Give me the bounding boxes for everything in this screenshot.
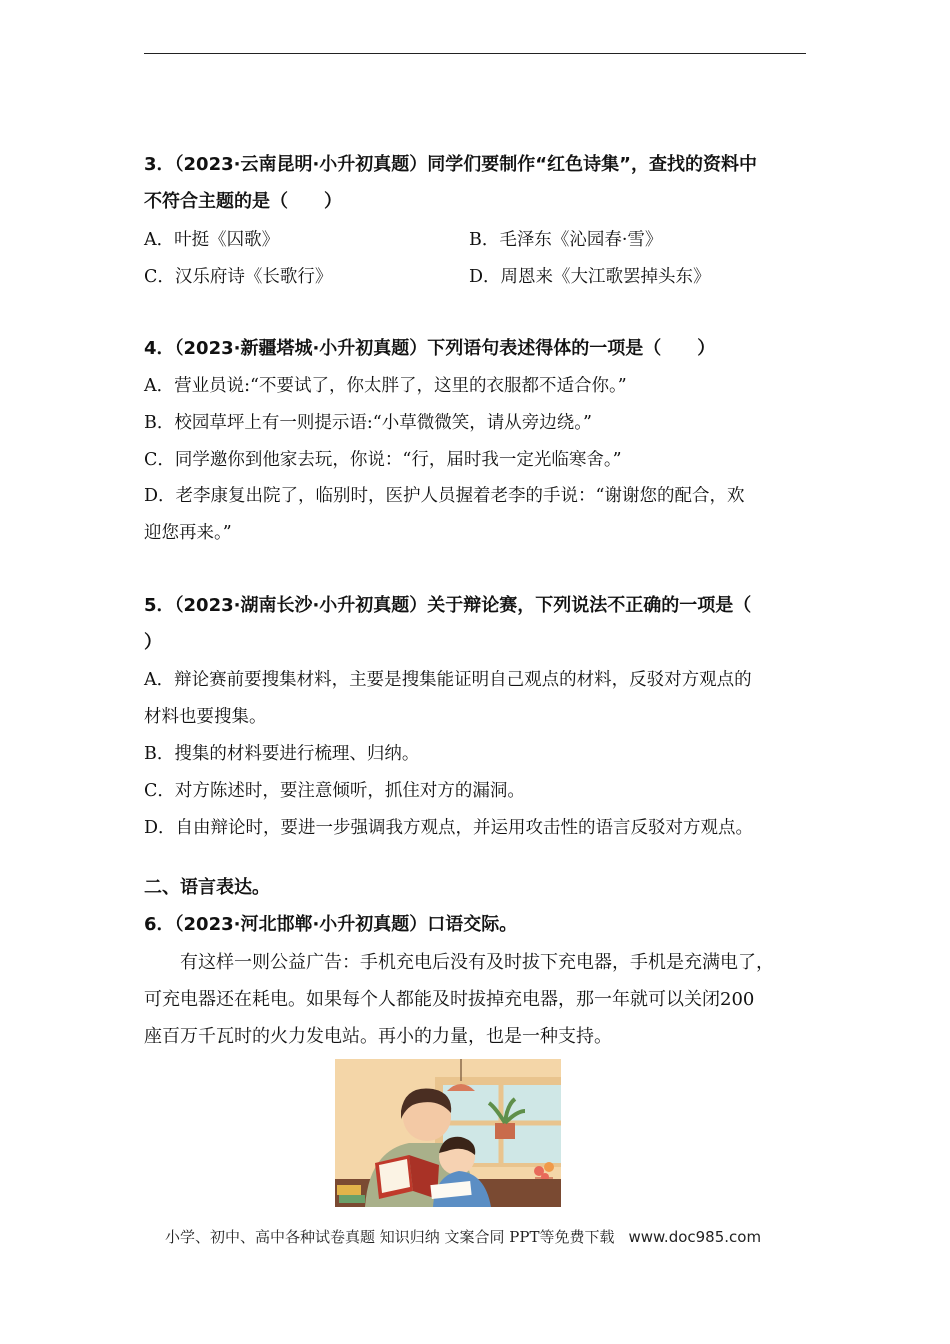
q5-option-b: B．搜集的材料要进行梳理、归纳。 [144, 744, 420, 764]
q5-option-d: D．自由辩论时，要进一步强调我方观点，并运用攻击性的语言反驳对方观点。 [144, 818, 754, 838]
header-rule [144, 53, 806, 54]
q5-option-c: C．对方陈述时，要注意倾听，抓住对方的漏洞。 [144, 781, 525, 801]
footer [165, 1226, 761, 1247]
footer-text: 小学、初中、高中各种试卷真题 知识归纳 文案合同 PPT等免费下载 [165, 1228, 615, 1246]
q4-stem: 4．（2023·新疆塔城·小升初真题）下列语句表述得体的一项是（ ） [144, 338, 716, 359]
q3-option-b: B．毛泽东《沁园春·雪》 [469, 230, 663, 250]
footer-url[interactable]: www.doc985.com [628, 1228, 762, 1246]
q5-option-a-line2: 材料也要搜集。 [144, 707, 267, 727]
q6-stem: 6．（2023·河北邯郸·小升初真题）口语交际。 [144, 914, 518, 935]
q6-paragraph-line3: 座百万千瓦时的火力发电站。再小的力量，也是一种支持。 [144, 1026, 612, 1047]
q4-option-d-line1: D．老李康复出院了，临别时，医护人员握着老李的手说：“谢谢您的配合，欢 [144, 486, 745, 506]
q5-stem-line1: 5．（2023·湖南长沙·小升初真题）关于辩论赛，下列说法不正确的一项是（ [144, 595, 752, 616]
q6-paragraph-line2: 可充电器还在耗电。如果每个人都能及时拔掉充电器，那一年就可以关闭200 [144, 989, 755, 1010]
q5-stem-line2: ） [144, 632, 162, 653]
q3-stem-line1: 3．（2023·云南昆明·小升初真题）同学们要制作“红色诗集”，查找的资料中 [144, 154, 757, 175]
q3-option-a: A．叶挺《囚歌》 [144, 230, 280, 250]
q4-option-b: B．校园草坪上有一则提示语:“小草微微笑，请从旁边绕。” [144, 413, 592, 433]
q4-option-a: A．营业员说:“不要试了，你太胖了，这里的衣服都不适合你。” [144, 376, 627, 396]
q4-option-c: C．同学邀你到他家去玩，你说：“行，届时我一定光临寒舍。” [144, 450, 622, 470]
q3-option-d: D．周恩来《大江歌罢掉头东》 [469, 267, 711, 287]
q5-option-a-line1: A．辩论赛前要搜集材料，主要是搜集能证明自己观点的材料，反驳对方观点的 [144, 670, 752, 690]
section-heading: 二、语言表达。 [144, 877, 270, 898]
q3-option-c: C．汉乐府诗《长歌行》 [144, 267, 333, 287]
illustration-father-child-reading [335, 1059, 561, 1207]
q3-stem-line2: 不符合主题的是（ ） [144, 191, 342, 212]
q4-option-d-line2: 迎您再来。” [144, 523, 232, 543]
q6-paragraph-line1: 有这样一则公益广告：手机充电后没有及时拔下充电器，手机是充满电了， [144, 952, 774, 973]
